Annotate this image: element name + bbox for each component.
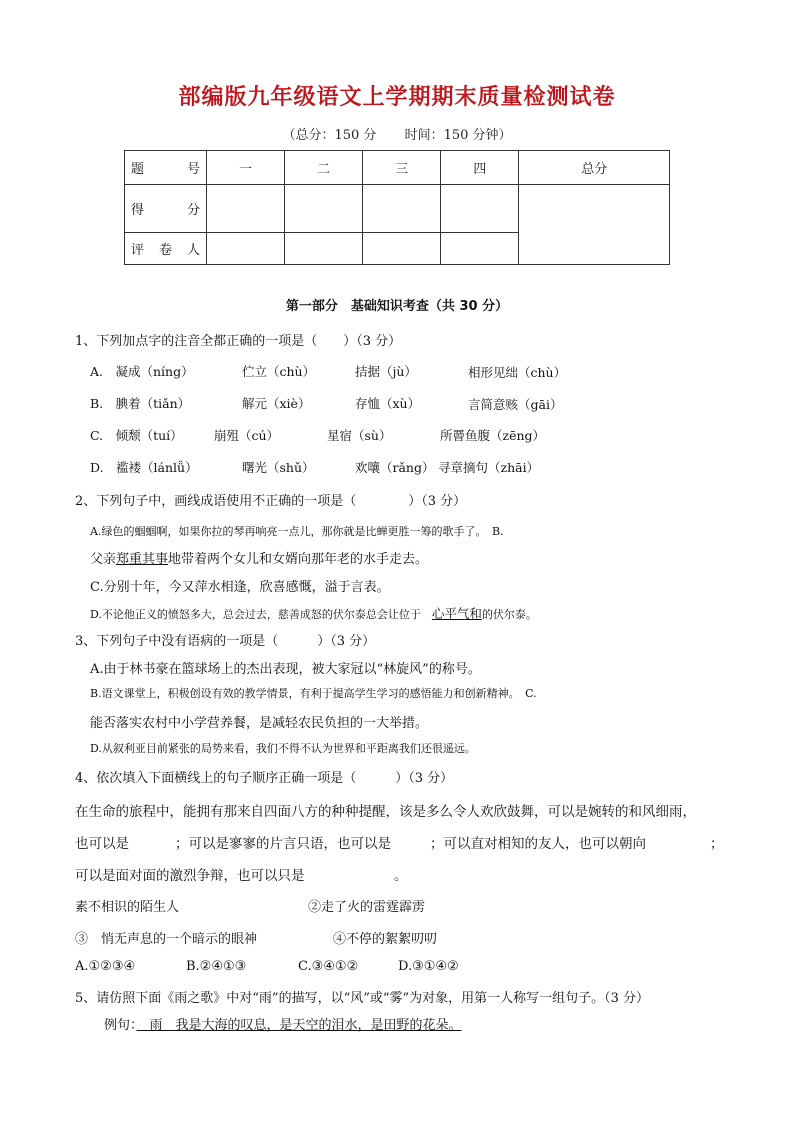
header-1: 一 — [207, 151, 285, 185]
q4-passage-line-1: 在生命的旅程中，能拥有那来自四面八方的种种提醒，该是多么令人欢欣鼓舞，可以是婉转的和风细雨， — [75, 804, 696, 820]
q1-option-d-1: D. 褴褛（lánlǚ） — [90, 460, 198, 475]
q4-stem: 4、依次填入下面横线上的句子顺序正确一项是（ ）（3 分） — [75, 771, 454, 786]
q2-option-a: A.绿色的蝈蝈啊，如果你拉的琴再响亮一点儿，那你就是比蝉更胜一筹的歌手了。 B. — [90, 525, 504, 538]
q1-option-a-1: A. 凝成（níng） — [90, 364, 194, 379]
q1-option-a-2: 伫立（chù） — [242, 364, 316, 379]
score-row — [125, 185, 670, 233]
score-cell — [207, 185, 285, 233]
q1-option-a-3: 拮据（jù） — [355, 364, 417, 379]
q4-passage-line-2d: ； — [710, 836, 724, 852]
q3-option-d: D.从叙利亚目前紧张的局势来看，我们不得不认为世界和平距离我们还很遥远。 — [90, 742, 476, 755]
q1-option-d-2: 曙光（shǔ） — [242, 460, 315, 475]
score-cell — [441, 185, 519, 233]
q4-item-3: ③ 悄无声息的一个暗示的眼神 — [75, 932, 258, 947]
q4-choice-d: D.③①④② — [398, 959, 459, 974]
score-cell — [285, 185, 363, 233]
q2-d-pre: D.不论他正义的愤怒多大，总会过去，慈善成怒的伏尔泰总会让位于 — [90, 608, 432, 621]
q4-passage-line-2: 也可以是 — [75, 836, 129, 852]
q3-option-b: B.语文课堂上，积极创设有效的教学情景，有利于提高学生学习的感悟能力和创新精神。 C. — [90, 687, 537, 700]
q1-option-b-3: 存恤（xù） — [355, 396, 421, 411]
header-total: 总分 — [519, 151, 670, 185]
q5-stem: 5、请仿照下面《雨之歌》中对“雨”的描写，以“风”或“雾”为对象，用第一人称写一组句子。（3 分） — [75, 991, 650, 1006]
q1-option-d-4: 寻章摘句（zhāi） — [438, 460, 540, 475]
header-4: 四 — [441, 151, 519, 185]
q4-passage-line-2c: ；可以直对相知的友人，也可以朝向 — [430, 836, 646, 852]
q2-option-c: C.分别十年，今又萍水相逢，欣喜感慨，溢于言表。 — [90, 580, 390, 595]
q2-b-pre: 父亲 — [90, 552, 117, 567]
q1-option-a-4: 相形见绌（chù） — [468, 365, 567, 380]
q4-passage-line-2b: ；可以是寥寥的片言只语，也可以是 — [175, 836, 391, 852]
grader-row-label: 评 卷 人 — [125, 233, 207, 265]
q1-option-c-2: 崩殂（cú） — [214, 428, 280, 443]
q4-item-2: ②走了火的雷霆霹雳 — [308, 900, 426, 915]
q4-choice-b: B.②④①③ — [186, 959, 247, 974]
page-title: 部编版九年级语文上学期期末质量检测试卷 — [178, 85, 616, 110]
header-2: 二 — [285, 151, 363, 185]
total-score: （总分：150 分 — [282, 128, 377, 143]
q4-passage-line-3b: 。 — [394, 868, 408, 884]
q3-stem: 3、下列句子中没有语病的一项是（ ）（3 分） — [75, 634, 376, 649]
q2-d-underlined: 心平气和 — [431, 606, 482, 621]
q1-stem: 1、下列加点字的注音全都正确的一项是（ ）（3 分） — [75, 334, 402, 349]
q4-passage-line-3: 可以是面对面的激烈争辩，也可以只是 — [75, 868, 305, 884]
q2-b-post: 地带着两个女儿和女婿向那年老的水手走去。 — [168, 552, 429, 567]
section-heading: 第一部分 基础知识考查（共 30 分） — [285, 299, 509, 314]
grader-cell — [441, 233, 519, 265]
q1-option-d-3: 欢嚷（rǎng） — [355, 460, 435, 475]
score-table-header-row — [125, 151, 670, 185]
q3-option-c: 能否落实农村中小学营养餐，是减轻农民负担的一大举措。 — [90, 716, 429, 731]
grader-cell — [207, 233, 285, 265]
q2-option-d — [90, 604, 537, 622]
q4-item-4: ④不停的絮絮叨叨 — [333, 932, 438, 947]
q4-choice-a: A.①②③④ — [75, 959, 136, 974]
q1-option-c-1: C. 倾颓（tuí） — [90, 428, 183, 443]
q1-option-c-3: 星宿（sù） — [327, 428, 392, 443]
total-cell — [519, 185, 670, 265]
exam-info — [0, 124, 794, 143]
score-row-label: 得 分 — [125, 185, 207, 233]
score-table — [124, 150, 670, 265]
grader-cell — [363, 233, 441, 265]
q4-choice-c: C.③④①② — [298, 959, 359, 974]
q1-option-c-4: 所罾鱼腹（zēng） — [440, 428, 546, 443]
q2-b-underlined: 郑重其事 — [116, 552, 169, 567]
q1-option-b-4: 言简意赅（gāi） — [468, 397, 563, 412]
q2-d-post: 的伏尔泰。 — [481, 608, 537, 621]
q1-option-b-2: 解元（xiè） — [242, 396, 311, 411]
q3-option-a: A.由于林书豪在篮球场上的杰出表现，被大家冠以“林旋风”的称号。 — [90, 662, 481, 677]
header-3: 三 — [363, 151, 441, 185]
header-label: 题 号 — [125, 151, 207, 185]
grader-cell — [285, 233, 363, 265]
q4-item-1: 素不相识的陌生人 — [75, 900, 180, 915]
exam-time: 时间：150 分钟） — [404, 128, 512, 143]
q5-example-label: 例句： — [104, 1018, 137, 1033]
q1-option-b-1: B. 腆着（tiǎn） — [90, 396, 191, 411]
score-cell — [363, 185, 441, 233]
q5-example — [104, 1014, 462, 1033]
q2-option-b — [90, 548, 428, 567]
q5-example-text: 雨 我是大海的叹息，是天空的泪水，是田野的花朵。 — [136, 1018, 462, 1033]
q2-stem: 2、下列句子中，画线成语使用不正确的一项是（ ）（3 分） — [75, 494, 467, 509]
